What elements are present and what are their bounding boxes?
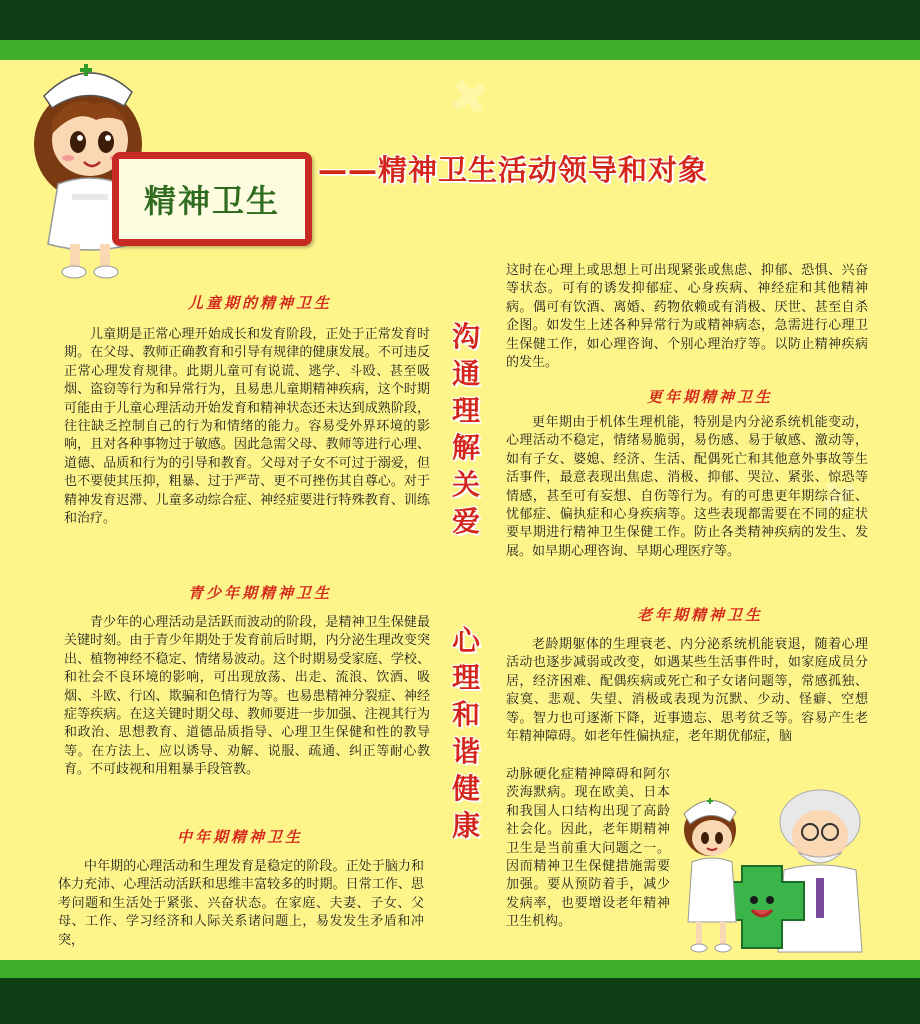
slogan-char: 爱 — [451, 505, 480, 538]
section-title-middle-age: 中年期精神卫生 — [176, 828, 303, 846]
section-title-elderly: 老年期精神卫生 — [636, 606, 763, 624]
top-dark-band — [0, 0, 920, 40]
slogan-char: 心 — [451, 624, 480, 657]
nurse-doctor-illustration — [672, 782, 872, 958]
section-text-adolescence: 青少年的心理活动是活跃而波动的阶段，是精神卫生保健最关键时刻。由于青少年期处于发育前后时期，内分泌生理改变突出、植物神经不稳定、情绪易波动。这个时期易受家庭、学校、和社会不良环境的影响，可出现放荡、出走、流浪、饮酒、吸烟、斗欧、行凶、欺骗和色情行为等。也易患精神分裂症、神经症等疾病。在这关键时期父母、教师要进一步加强、注视其行为和政治、思想教育、道德品质指导、心理卫生保健和性的教导等。在方法上、应以诱导、劝解、说服、疏通、纠正等耐心教育。不可歧视和用粗暴手段管教。 — [64, 615, 430, 778]
title-box-text: 精神卫生 — [143, 182, 280, 220]
slogan-char: 通 — [451, 357, 480, 390]
section-title-adolescence: 青少年期精神卫生 — [187, 584, 332, 602]
section-title-menopause: 更年期精神卫生 — [646, 388, 773, 406]
slogan-char: 谐 — [451, 735, 480, 768]
slogan-char: 理 — [451, 394, 480, 427]
slogan-char: 和 — [451, 698, 480, 731]
slogan-char: 关 — [451, 468, 480, 501]
slogan-char: 健 — [451, 772, 480, 805]
watermark-decoration: ✚ — [437, 63, 503, 133]
section-text-menopause: 更年期由于机体生理机能，特别是内分泌系统机能变动，心理活动不稳定，情绪易脆弱，易伤感、易于敏感、激动等，如有子女、婆媳、经济、生活、配偶死亡和其他意外事故等生活事件，最意表现出焦虑、消极、抑郁、哭泣、紧张、惊恐等情感，甚至可有妄想、自伤等行为。有的可患更年期综合征、忧郁症、偏执症和心身疾病等。这些表现都需要在不同的症状要早期进行精神卫生保健工作。防止各类精神疾病的发生、发展。如早期心理咨询、早期心理医疗等。 — [506, 415, 868, 559]
vertical-slogan-2 — [444, 622, 488, 844]
bottom-dark-band — [0, 978, 920, 1024]
section-text-elderly: 老龄期躯体的生理衰老、内分泌系统机能衰退，随着心理活动也逐步减弱或改变，如遇某些生活事件时，如家庭成员分居，经济困难、配偶疾病或死亡和子女诸问题等，常感孤独、寂寞、悲观、失望、消极或表现为沉默、少动、怪癖、空想等。智力也可逐渐下降，近事遗忘、思考贫乏等。容易产生老年精神障碍。如老年性偏执症，老年期优郁症，脑 — [506, 637, 868, 745]
section-text-middle-age: 中年期的心理活动和生理发育是稳定的阶段。正处于脑力和体力充沛、心理活动活跃和思维丰富较多的时期。日常工作、思考问题和生活处于紧张、兴奋状态。在家庭、夫妻、子女、父母、工作、学习经济和人际关系诸问题上，易发发生矛盾和冲突， — [58, 859, 424, 948]
section-text-middle-age-continued: 这时在心理上或思想上可出现紧张或焦虑、抑郁、恐惧、兴奋等状态。可有的诱发抑郁症、心身疾病、神经症和其他精神病。偶可有饮酒、离婚、药物依赖或有消极、厌世、甚至自杀企图。如发生上述各种异常行为或精神病态，急需进行心理卫生保健工作，如心理咨询、个别心理治疗等。以防止精神疾病的发生。 — [506, 263, 868, 371]
watermark-decoration: ✚ — [807, 463, 873, 533]
slogan-char: 康 — [451, 809, 480, 842]
bottom-green-band — [0, 960, 920, 978]
section-text-elderly-continued: 动脉硬化症精神障碍和阿尔茨海默病。现在欧美、日本和我国人口结构出现了高龄社会化。因此，老年期精神卫生是当前重大问题之一。因而精神卫生保健措施需要加强。要从预防着手，减少发病率，也要增设老年精神卫生机构。 — [506, 767, 670, 930]
slogan-char: 解 — [451, 431, 480, 464]
vertical-slogan-1 — [444, 318, 488, 540]
slogan-char: 沟 — [451, 320, 480, 353]
slogan-char: 理 — [451, 661, 480, 694]
page-headline: ——精神卫生活动领导和对象 — [318, 153, 709, 187]
title-box — [112, 152, 312, 246]
section-text-childhood: 儿童期是正常心理开始成长和发育阶段，正处于正常发育时期。在父母、教师正确教育和引导有规律的健康发展。不可违反正常心理发育规律。此期儿童可有说谎、逃学、斗殴、甚至吸烟、盗窃等行为和异常行为，且易患儿童期精神疾病，这个时期可能由于儿童心理活动开始发育和精神状态还未达到成熟阶段，往往缺乏控制自己的行为和情绪的能力。容易受外界环境的影响，且对各种事物过于敏感。因此急需父母、教师等进行心理、道德、品质和行为的引导和教育。父母对子女不可过于溺爱，但也不要使其压抑，粗暴、过于严苛、更不可挫伤其自尊心。对于精神发育迟滞、儿童多动综合症、神经症要进行特殊教育、训练和治疗。 — [64, 327, 430, 527]
section-title-childhood: 儿童期的精神卫生 — [187, 294, 332, 312]
title-box-inner — [119, 159, 305, 239]
